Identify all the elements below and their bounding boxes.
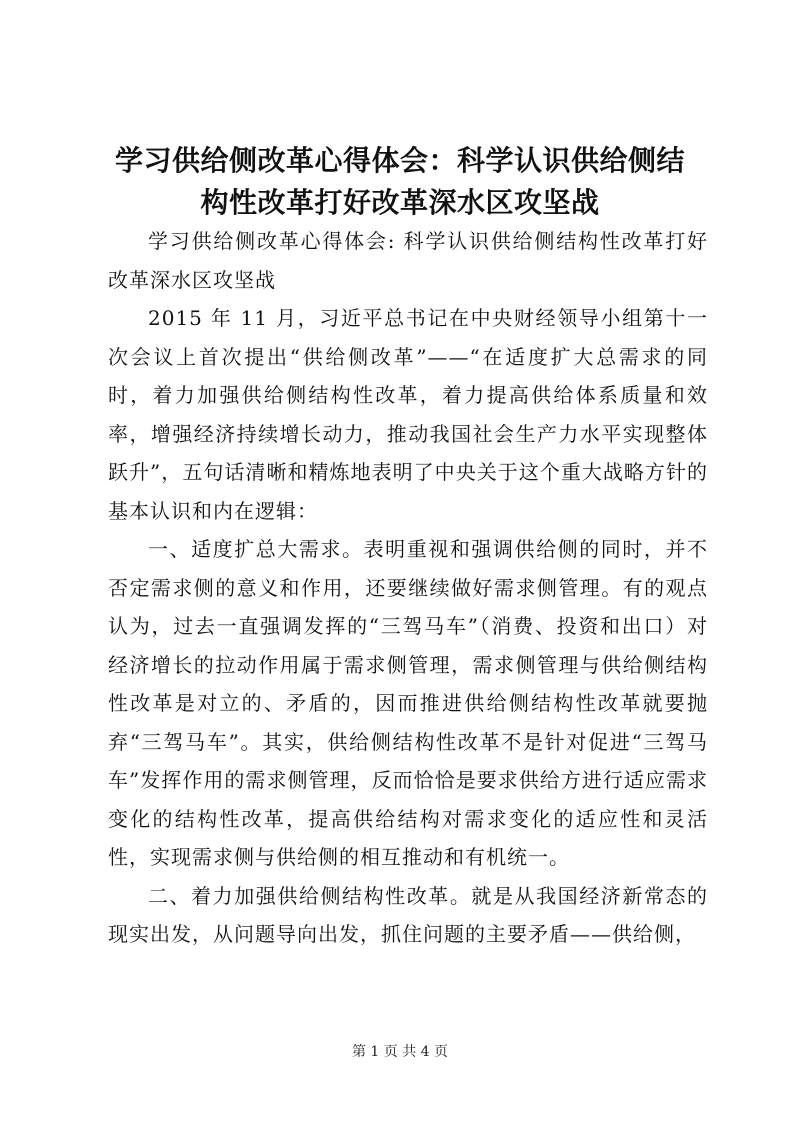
title-line-1: 学习供给侧改革心得体会：科学认识供给侧结 (114, 144, 685, 177)
title-line-2: 构性改革打好改革深水区攻坚战 (200, 186, 600, 219)
document-title (100, 140, 700, 224)
paragraph-point-one: 一、适度扩总大需求。表明重视和强调供给侧的同时，并不否定需求侧的意义和作用，还要继续做好需求侧管理。有的观点认为，过去一直强调发挥的“三驾马车”（消费、投资和出口）对经济增长的拉动作用属于需求侧管理，需求侧管理与供给侧结构性改革是对立的、矛盾的，因而推进供给侧结构性改革就要抛弃“三驾马车”。其实，供给侧结构性改革不是针对促进“三驾马车”发挥作用的需求侧管理，反而恰恰是要求供给方进行适应需求变化的结构性改革，提高供给结构对需求变化的适应性和灵活性，实现需求侧与供给侧的相互推动和有机统一。 (108, 537, 708, 869)
paragraph-intro: 2015 年 11 月，习近平总书记在中央财经领导小组第十一次会议上首次提出“供给侧改革”——“在适度扩大总需求的同时，着力加强供给侧结构性改革，着力提高供给体系质量和效率，增强经济持续增长动力，推动我国社会生产力水平实现整体跃升”，五句话清晰和精炼地表明了中央关于这个重大战略方针的基本认识和内在逻辑： (108, 306, 708, 523)
paragraph-subtitle: 学习供给侧改革心得体会: 科学认识供给侧结构性改革打好改革深水区攻坚战 (108, 229, 708, 292)
paragraph-point-two: 二、着力加强供给侧结构性改革。就是从我国经济新常态的现实出发，从问题导向出发，抓住问题的主要矛盾——供给侧， (108, 883, 708, 946)
document-body (108, 222, 708, 954)
page-footer: 第 1 页 共 4 页 (351, 1044, 449, 1060)
